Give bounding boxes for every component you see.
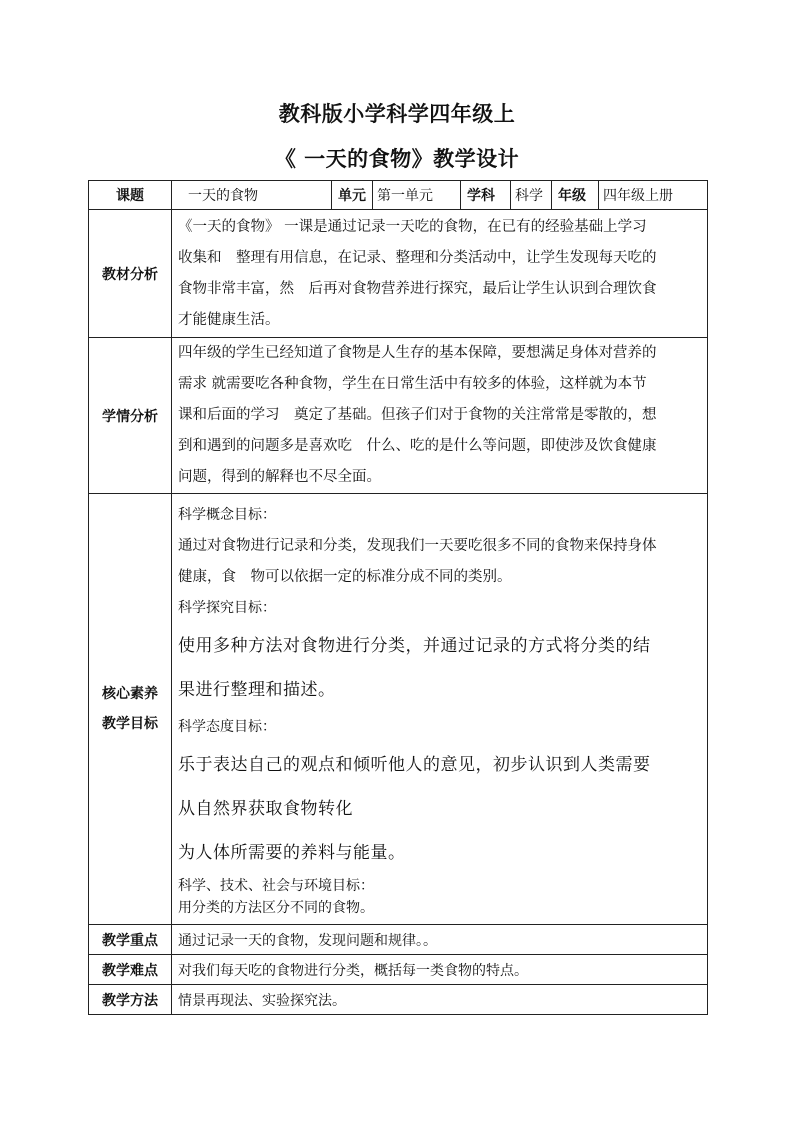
method-row: [89, 985, 708, 1015]
lesson-plan-table: [88, 180, 708, 1015]
concept-goal-heading: 科学概念目标：: [178, 506, 276, 523]
student-analysis-row: [89, 338, 708, 494]
key-point-label: 教学重点: [89, 925, 172, 955]
student-analysis-line: 课和后面的学习 奠定了基础。但孩子们对于食物的关注常常是零散的，想: [178, 407, 657, 423]
difficulty-row: [89, 955, 708, 985]
method-text: 情景再现法、实验探究法。: [172, 985, 708, 1015]
student-analysis-line: 到和遇到的问题多是喜欢吃 什么、吃的是什么等问题，即使涉及饮食健康: [178, 438, 657, 454]
document-title-line1: 教科版小学科学四年级上: [278, 102, 516, 126]
difficulty-text: 对我们每天吃的食物进行分类，概括每一类食物的特点。: [172, 955, 708, 985]
core-goals-content: [172, 494, 708, 925]
student-analysis-content: [172, 338, 708, 494]
inquiry-goal-heading: 科学探究目标：: [178, 599, 276, 616]
unit-value: 第一单元: [373, 181, 461, 210]
core-goals-label: [89, 494, 172, 925]
attitude-goal-line: 为人体所需要的养料与能量。: [178, 842, 406, 863]
header-row: [89, 181, 708, 210]
difficulty-label: 教学难点: [89, 955, 172, 985]
grade-value: 四年级上册: [599, 181, 708, 210]
subject-label: 学科: [461, 181, 511, 210]
key-point-text: 通过记录一天的食物，发现问题和规律。。: [172, 925, 708, 955]
attitude-goal-line: 乐于表达自己的观点和倾听他人的意见，初步认识到人类需要: [178, 754, 651, 775]
inquiry-goal-line: 使用多种方法对食物进行分类，并通过记录的方式将分类的结: [178, 635, 651, 656]
student-analysis-line: 四年级的学生已经知道了食物是人生存的基本保障，要想满足身体对营养的: [178, 345, 657, 361]
document-title-line2: 《 一天的食物》教学设计: [274, 147, 520, 171]
sts-goal-heading: 科学、技术、社会与环境目标：: [178, 877, 374, 894]
student-analysis-label: 学情分析: [89, 338, 172, 494]
grade-label: 年级: [552, 181, 599, 210]
unit-label: 单元: [332, 181, 373, 210]
attitude-goal-heading: 科学态度目标：: [178, 718, 276, 735]
textbook-analysis-line: 收集和 整理有用信息，在记录、整理和分类活动中，让学生发现每天吃的: [178, 249, 657, 266]
student-analysis-line: 问题，得到的解释也不尽全面。: [178, 469, 381, 485]
core-goals-row: [89, 494, 708, 925]
attitude-goal-line: 从自然界获取食物转化: [178, 798, 353, 819]
textbook-analysis-row: [89, 210, 708, 338]
textbook-analysis-label: 教材分析: [89, 210, 172, 338]
key-point-row: [89, 925, 708, 955]
textbook-analysis-line: 才能健康生活。: [178, 311, 280, 328]
textbook-analysis-content: [172, 210, 708, 338]
concept-goal-line: 通过对食物进行记录和分类，发现我们一天要吃很多不同的食物来保持身体: [178, 537, 657, 554]
subject-value: 科学: [511, 181, 552, 210]
textbook-analysis-line: 食物非常丰富，然 后再对食物营养进行探究，最后让学生认识到合理饮食: [178, 280, 657, 297]
student-analysis-line: 需求 就需要吃各种食物，学生在日常生活中有较多的体验，这样就为本节: [178, 376, 647, 392]
inquiry-goal-line: 果进行整理和描述。: [178, 679, 336, 700]
topic-value: 一天的食物: [172, 181, 332, 210]
textbook-analysis-line: 《一天的食物》 一课是通过记录一天吃的食物，在已有的经验基础上学习: [178, 218, 647, 235]
sts-goal-line: 用分类的方法区分不同的食物。: [178, 899, 374, 916]
topic-label: 课题: [89, 181, 172, 210]
method-label: 教学方法: [89, 985, 172, 1015]
core-goals-label-line2: 教学目标: [102, 716, 158, 732]
core-goals-label-line1: 核心素养: [102, 686, 158, 702]
concept-goal-line: 健康，食 物可以依据一定的标准分成不同的类别。: [178, 568, 512, 585]
